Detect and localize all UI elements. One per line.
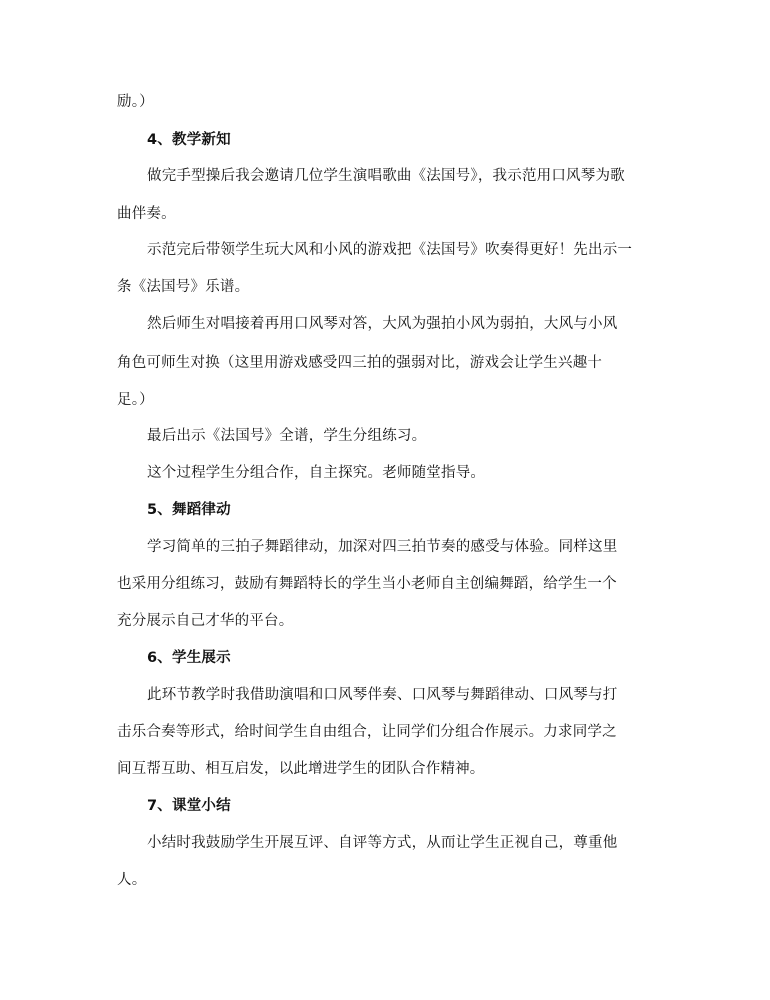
paragraph-line: 也采用分组练习，鼓励有舞蹈特长的学生当小老师自主创编舞蹈，给学生一个 [117,576,617,592]
section-heading-class-summary: 7、课堂小结 [147,798,231,814]
paragraph-line: 充分展示自己才华的平台。 [117,613,294,629]
paragraph-line: 小结时我鼓励学生开展互评、自评等方式，从而让学生正视自己，尊重他 [147,835,618,851]
paragraph-line: 这个过程学生分组合作，自主探究。老师随堂指导。 [147,465,486,481]
paragraph-line: 击乐合奏等形式，给时间学生自由组合，让同学们分组合作展示。力求同学之 [117,724,617,740]
paragraph-line: 曲伴奏。 [117,206,176,222]
section-heading-dance-movement: 5、舞蹈律动 [147,502,231,518]
paragraph-line: 条《法国号》乐谱。 [117,279,250,295]
paragraph-line: 做完手型操后我会邀请几位学生演唱歌曲《法国号》，我示范用口风琴为歌 [147,168,625,184]
paragraph-line: 此环节教学时我借助演唱和口风琴伴奏、口风琴与舞蹈律动、口风琴与打 [147,687,618,703]
section-heading-teaching-new-knowledge: 4、教学新知 [147,132,231,148]
section-heading-student-showcase: 6、学生展示 [147,650,231,666]
paragraph-line: 示范完后带领学生玩大风和小风的游戏把《法国号》吹奏得更好！先出示一 [147,242,633,258]
paragraph-line: 最后出示《法国号》全谱，学生分组练习。 [147,428,427,444]
paragraph-line: 学习简单的三拍子舞蹈律动，加深对四三拍节奏的感受与体验。同样这里 [147,539,618,555]
paragraph-line: 人。 [117,872,147,888]
paragraph-line: 角色可师生对换（这里用游戏感受四三拍的强弱对比，游戏会让学生兴趣十 [117,355,603,371]
paragraph-line: 足。） [117,392,154,408]
paragraph-line: 然后师生对唱接着再用口风琴对答，大风为强拍小风为弱拍，大风与小风 [147,316,618,332]
paragraph-line: 间互帮互助、相互启发，以此增进学生的团队合作精神。 [117,761,485,777]
paragraph-line: 励。） [117,94,154,110]
